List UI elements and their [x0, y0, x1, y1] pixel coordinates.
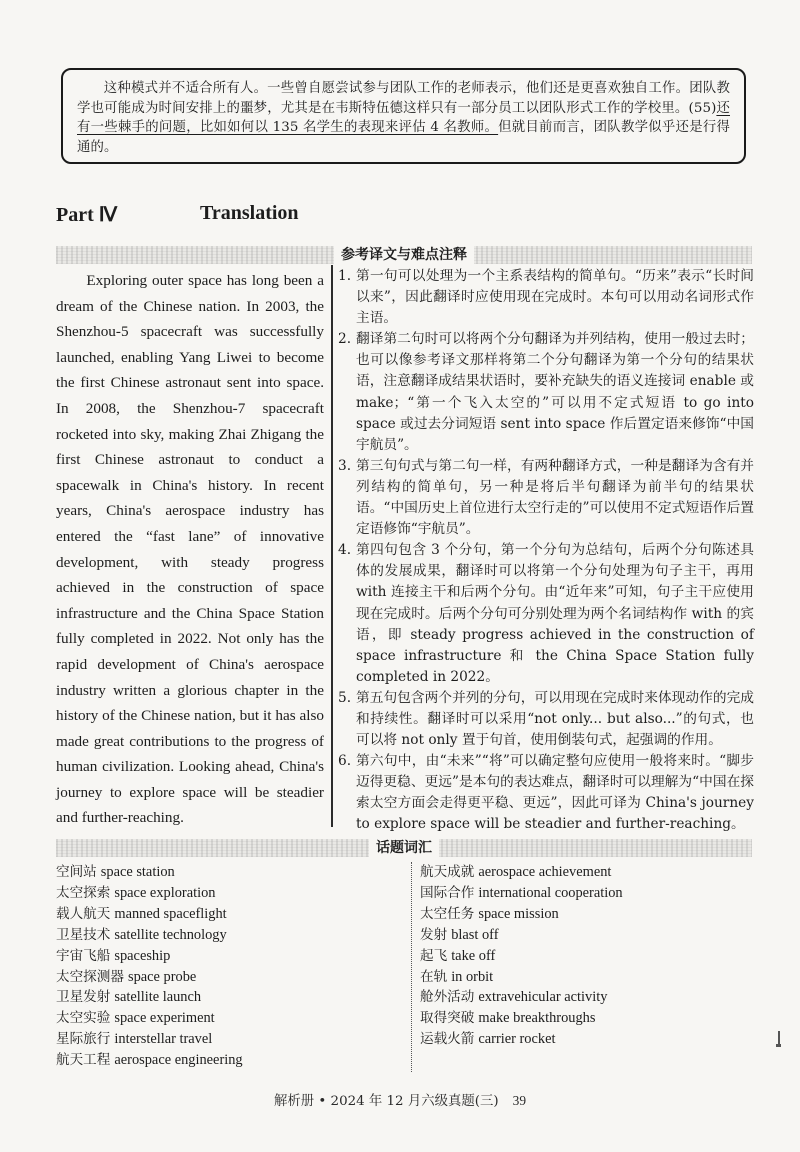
- vocab-item: [56, 1029, 356, 1050]
- vocab-en: space exploration: [114, 884, 216, 901]
- note-text: 第五句包含两个并列的分句，可以用现在完成时来体现动作的完成和持续性。翻译时可以采用“not only... but also...”的句式，也可以将 not only 置于句首，使用倒装句式，起强调的作用。: [356, 689, 754, 749]
- vocab-item: [420, 946, 750, 967]
- vocab-item: [56, 987, 356, 1008]
- vocab-item: [420, 862, 750, 883]
- note-number: 6.: [338, 753, 352, 770]
- vocab-dotted-divider: [411, 862, 412, 1072]
- vocab-en: satellite technology: [114, 926, 227, 943]
- vocab-zh: 运载火箭: [420, 1031, 475, 1048]
- vocab-en: space station: [100, 864, 175, 880]
- notes-section-banner: [56, 246, 752, 264]
- vocab-en: space experiment: [114, 1010, 215, 1027]
- vocab-zh: 在轨: [420, 968, 448, 985]
- note-text: 第四句包含 3 个分句，第一个分句为总结句，后两个分句陈述具体的发展成果，翻译时可以将第一个分句处理为句子主干，再用 with 连接主干和后两个分句。由“近年来”可知，句子主干应使用现在完成时。后两个分句可分别处理为两个名词结构作 with 的宾语，即 steady progress achieved in the construction of space infrastructure 和 the China Space Station fully completed in 2022。: [356, 542, 754, 685]
- vocab-item: [420, 1029, 750, 1050]
- vocab-item: [56, 946, 356, 967]
- vocab-en: take off: [451, 947, 496, 964]
- vocab-item: [420, 925, 750, 946]
- note-item: [338, 751, 754, 835]
- note-number: 2.: [338, 331, 352, 348]
- vocab-item: [56, 925, 356, 946]
- vocab-section-banner: [56, 839, 752, 857]
- vocab-zh: 太空探索: [56, 884, 111, 901]
- vocab-item: [56, 862, 356, 883]
- vocab-zh: 太空探测器: [56, 968, 124, 985]
- passage-paragraph: [77, 79, 730, 157]
- passage-translation-box: [61, 68, 746, 164]
- vocab-en: extravehicular activity: [478, 989, 608, 1006]
- note-text: 第六句中，由“未来”“将”可以确定整句应使用一般将来时。“脚步迈得更稳、更远”是本句的表达难点，翻译时可以理解为“中国在探索太空方面会走得更平稳、更远”，因此可译为 China's journey to explore space will be steadier and further-reaching。: [356, 753, 754, 833]
- vocab-list-right: [420, 862, 750, 1050]
- passage-text-2: 但就目前而言，团队教学似乎还是行得通的。: [77, 120, 731, 155]
- note-item: [338, 456, 754, 540]
- vocab-list-left: [56, 862, 356, 1071]
- vocab-item: [56, 1050, 356, 1071]
- page-number: 39: [512, 1093, 527, 1108]
- vocab-zh: 发射: [420, 926, 448, 943]
- vocab-en: in orbit: [451, 968, 494, 985]
- note-item: [338, 266, 754, 329]
- vocab-item: [420, 1008, 750, 1029]
- vocab-en: interstellar travel: [114, 1031, 213, 1048]
- vocab-zh: 空间站: [56, 864, 97, 880]
- note-text: 翻译第二句时可以将两个分句翻译为并列结构，使用一般过去时；也可以像参考译文那样将第二个分句翻译为第一个分句的结果状语，注意翻译成结果状语时，要补充缺失的语义连接词 enable 或 make；“第一个飞入太空的”可以用不定式短语 to go into space 或过去分词短语 sent into space 作后置定语来修饰“中国宇航员”。: [356, 331, 754, 453]
- vocab-en: manned spaceflight: [114, 905, 227, 922]
- part-title: Translation: [200, 202, 299, 224]
- note-item: [338, 688, 754, 751]
- note-item: [338, 540, 754, 688]
- footer-label: 解析册 • 2024 年 12 月六级真题(三): [273, 1094, 499, 1109]
- vocab-item: [420, 904, 750, 925]
- notes-section-title: 参考译文与难点注释: [334, 245, 474, 265]
- vocab-zh: 起飞: [420, 947, 448, 964]
- vocab-item: [56, 904, 356, 925]
- part-number: Part Ⅳ: [56, 204, 118, 226]
- vocab-item: [420, 883, 750, 904]
- vocab-zh: 太空任务: [420, 905, 475, 922]
- margin-scan-mark: [778, 1031, 780, 1045]
- reference-translation: [56, 268, 324, 831]
- note-number: 1.: [338, 268, 352, 284]
- vocab-item: [420, 967, 750, 988]
- vocab-en: carrier rocket: [478, 1031, 556, 1048]
- passage-text-1: 这种模式并不适合所有人。一些曾自愿尝试参与团队工作的老师表示，他们还是更喜欢独自工作。团队教学也可能成为时间安排上的噩梦，尤其是在韦斯特伍德这样只有一部分员工以团队形式工作的学校里。(55): [77, 81, 730, 116]
- vocab-zh: 宇宙飞船: [56, 947, 111, 964]
- vocab-en: blast off: [451, 926, 499, 943]
- vocab-zh: 国际合作: [420, 884, 475, 901]
- note-text: 第三句句式与第二句一样，有两种翻译方式，一种是翻译为含有并列结构的简单句，另一种是将后半句翻译为前半句的结果状语。“中国历史上首位进行太空行走的”可以使用不定式短语作后置定语修饰“宇航员”。: [356, 457, 754, 538]
- vocab-en: space mission: [478, 905, 559, 922]
- vocab-zh: 航天成就: [420, 864, 475, 880]
- vocab-en: aerospace achievement: [478, 864, 612, 880]
- vocab-zh: 航天工程: [56, 1052, 111, 1069]
- vocab-en: make breakthroughs: [478, 1010, 596, 1027]
- vocab-zh: 卫星技术: [56, 926, 111, 943]
- vocab-zh: 舱外活动: [420, 989, 475, 1006]
- vocab-section-title: 话题词汇: [369, 838, 439, 858]
- passage-underlined-answer: 还有一些棘手的问题，比如如何以 135 名学生的表现来评估 4 名教师。: [77, 100, 730, 136]
- vocab-en: international cooperation: [478, 884, 623, 901]
- vocab-item: [56, 967, 356, 988]
- vocab-en: aerospace engineering: [114, 1052, 243, 1069]
- vocab-item: [56, 1008, 356, 1029]
- note-number: 4.: [338, 542, 352, 559]
- translation-paragraph: Exploring outer space has long been a dream of the Chinese nation. In 2003, the Shenzhou-5 spacecraft was successfully launched, enabling Yang Liwei to become the first Chinese astronaut sent into space. In 2008, the Shenzhou-7 spacecraft rocketed into sky, making Zhai Zhigang the first Chinese astronaut to conduct a spacewalk in China's history. In recent years, China's aerospace industry has entered the “fast lane” of innovative development, with steady progress achieved in the construction of space infrastructure and the China Space Station fully completed in 2022. Not only has the rapid development of China's aerospace industry written a glorious chapter in the history of the Chinese nation, but it has also made great contributions to the progress of human civilization. Looking ahead, China's journey to explore space will be steadier and further-reaching.: [56, 272, 324, 827]
- column-divider: [331, 265, 333, 827]
- difficulty-notes: [338, 266, 754, 836]
- note-text: 第一句可以处理为一个主系表结构的简单句。“历来”表示“长时间以来”，因此翻译时应使用现在完成时。本句可以用动名词形式作主语。: [356, 268, 754, 327]
- vocab-zh: 载人航天: [56, 905, 111, 922]
- vocab-en: satellite launch: [114, 989, 202, 1006]
- vocab-item: [56, 883, 356, 904]
- note-number: 5.: [338, 689, 352, 706]
- page-footer: [0, 1090, 800, 1109]
- vocab-zh: 太空实验: [56, 1010, 111, 1027]
- vocab-zh: 卫星发射: [56, 989, 111, 1006]
- vocab-en: spaceship: [114, 947, 171, 964]
- vocab-en: space probe: [127, 968, 197, 985]
- vocab-item: [420, 987, 750, 1008]
- note-item: [338, 329, 754, 456]
- vocab-zh: 取得突破: [420, 1010, 475, 1027]
- note-number: 3.: [338, 457, 352, 474]
- vocab-zh: 星际旅行: [56, 1031, 111, 1048]
